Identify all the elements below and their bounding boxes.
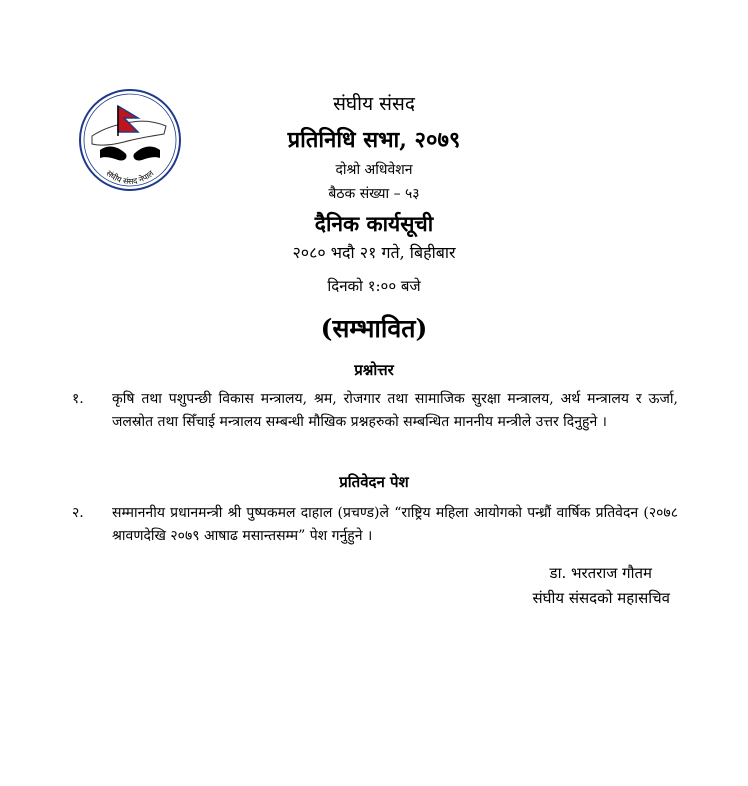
header-line3: दोश्रो अधिवेशन	[335, 162, 413, 178]
agenda-item-1	[72, 388, 678, 434]
header-line2: प्रतिनिधि सभा, २०७९	[287, 127, 461, 153]
header-line4: बैठक संख्या – ५३	[328, 186, 420, 202]
header-line8: (सम्भावित)	[320, 314, 428, 343]
agenda-item-1-text: कृषि तथा पशुपन्छी विकास मन्त्रालय, श्रम, रोजगार तथा सामाजिक सुरक्षा मन्त्रालय, अर्थ मन्त्रालय र ऊर्जा, जलस्रोत तथा सिँचाई मन्त्रालय सम्बन्धी मौखिक प्रश्नहरुको सम्बन्धित माननीय मन्त्रीले उत्तर दिनुहुने ।	[112, 391, 678, 430]
header-line1: संघीय संसद	[333, 93, 415, 115]
logo-caption: संघीय संसद नेपाल	[104, 168, 156, 187]
header-line7: दिनको १:०० बजे	[327, 277, 421, 295]
signatory-title: संघीय संसदको महासचिव	[532, 589, 670, 607]
section-heading-2: प्रतिवेदन पेश	[339, 473, 409, 491]
agenda-item-2-number: २.	[72, 505, 84, 521]
agenda-item-2	[72, 502, 678, 548]
agenda-item-1-number: १.	[72, 391, 84, 407]
agenda-item-2-text: सम्माननीय प्रधानमन्त्री श्री पुष्पकमल दाहाल (प्रचण्ड)ले “राष्ट्रिय महिला आयोगको पन्ध्रौं वार्षिक प्रतिवेदन (२०७८ श्रावणदेखि २०७९ आषाढ मसान्तसम्म” पेश गर्नुहुने ।	[112, 505, 678, 544]
header-line6: २०८० भदौ २१ गते, बिहीबार	[292, 243, 456, 262]
section-heading-1: प्रश्नोत्तर	[354, 361, 394, 379]
signatory-name: डा. भरतराज गौतम	[549, 564, 652, 582]
header-line5: दैनिक कार्यसूची	[314, 211, 434, 236]
